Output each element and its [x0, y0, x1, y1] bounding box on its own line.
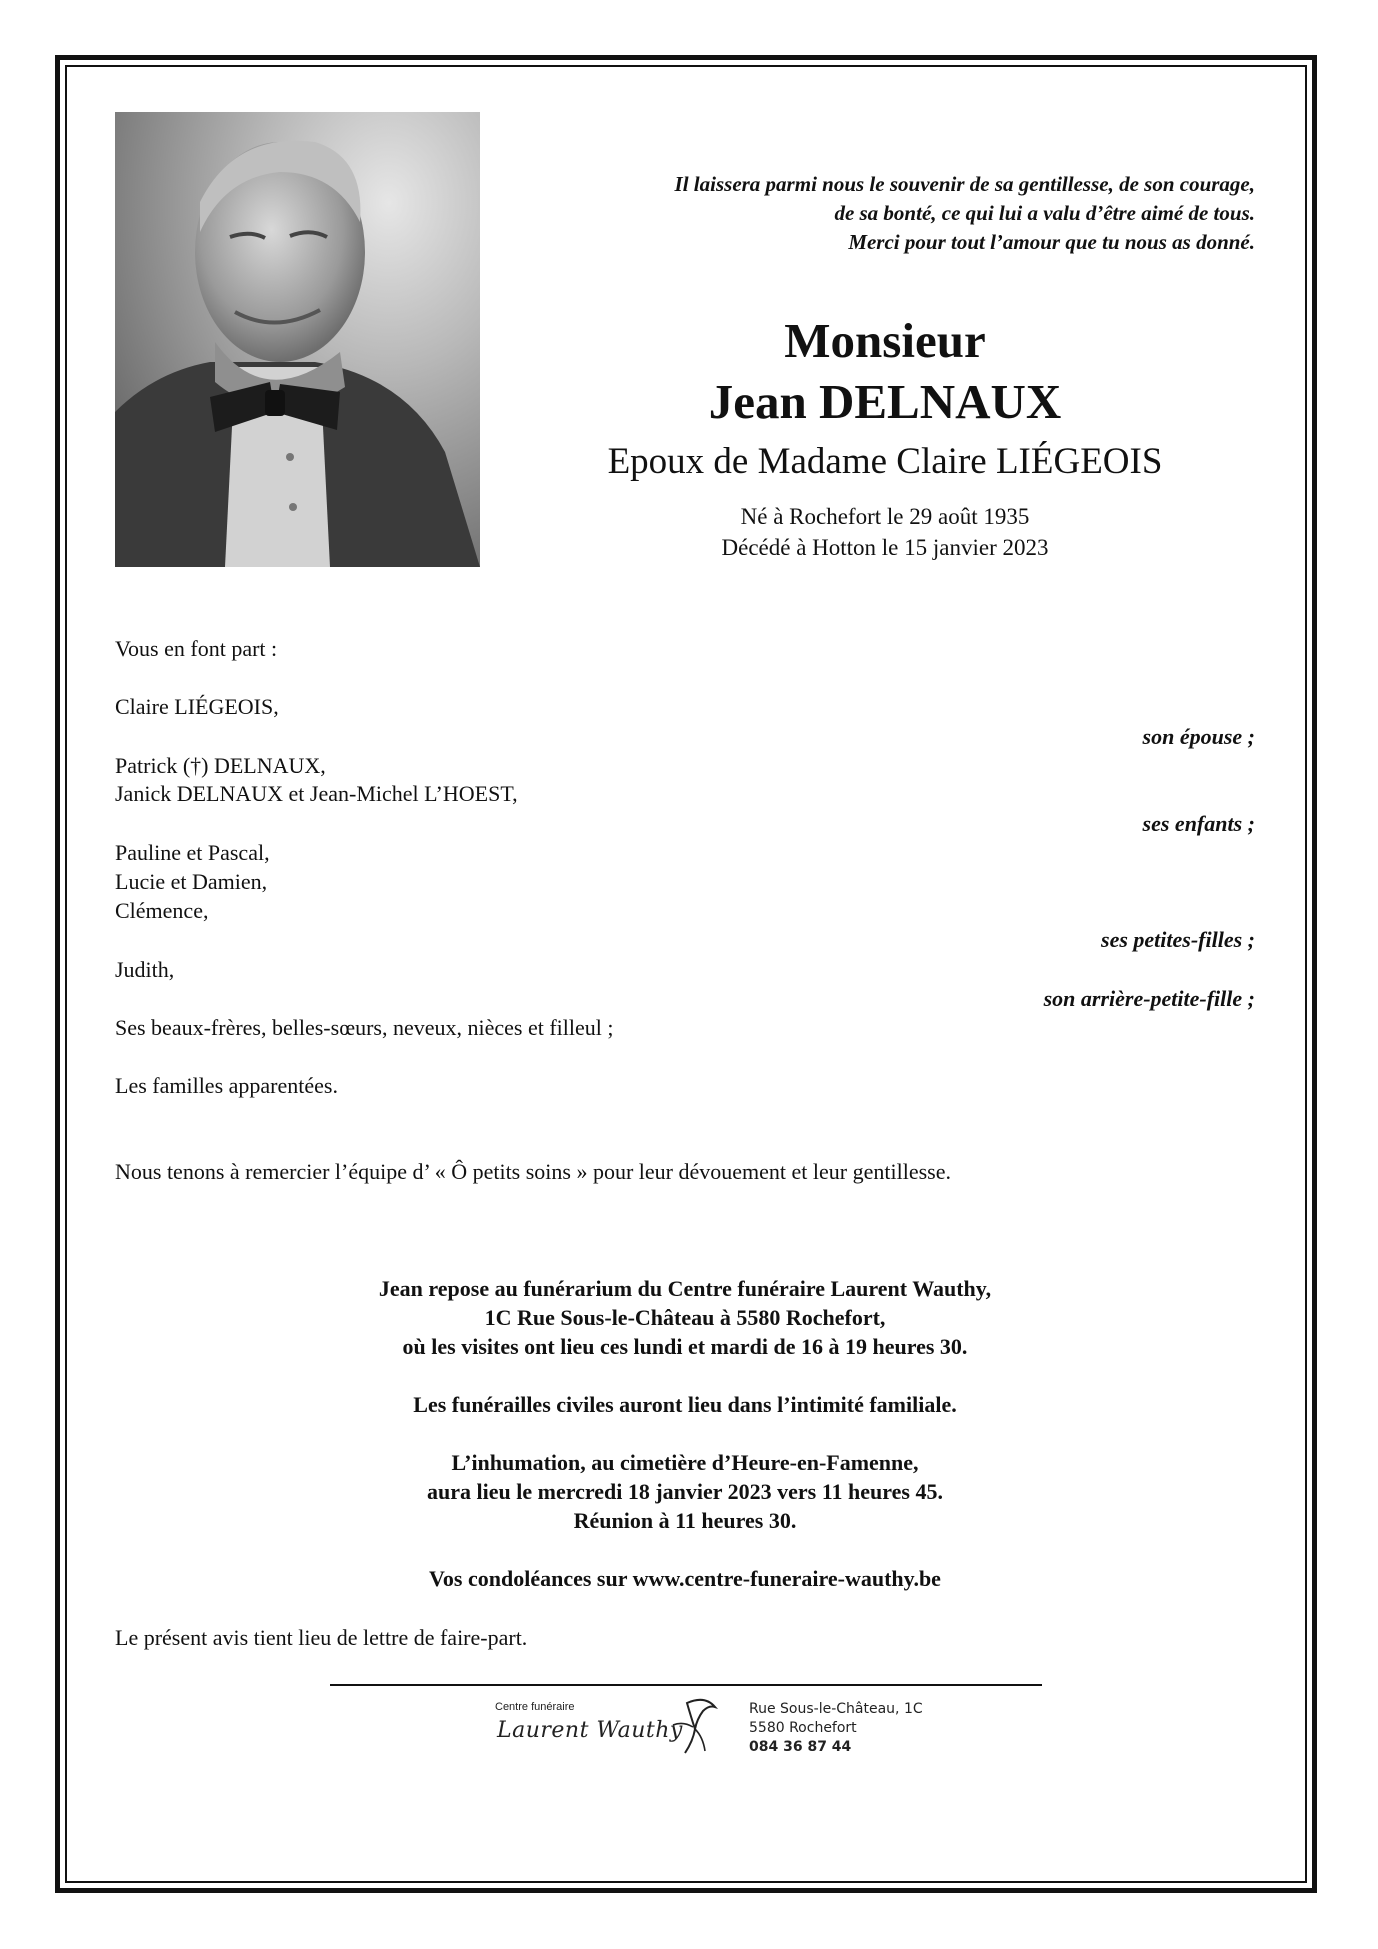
grandchild-line: Pauline et Pascal, [115, 840, 270, 865]
child-line: Patrick (†) DELNAUX, [115, 753, 326, 778]
spouse-line: Epoux de Madame Claire LIÉGEOIS [607, 441, 1163, 482]
relatives-line: Les familles apparentées. [115, 1073, 338, 1098]
birth-line: Né à Rochefort le 29 août 1935 [740, 504, 1030, 529]
burial-line: Réunion à 11 heures 30. [573, 1508, 797, 1533]
portrait-photo [115, 112, 480, 567]
great-grandchild-name: Judith, [115, 957, 175, 982]
condolences-line: Vos condoléances sur www.centre-funeraire-wauthy.be [429, 1566, 941, 1591]
address-phone: 084 36 87 44 [749, 1739, 852, 1755]
death-line: Décédé à Hotton le 15 janvier 2023 [721, 535, 1049, 560]
funeral-line: Les funérailles civiles auront lieu dans l’intimité familiale. [413, 1392, 957, 1417]
great-grandchild-role: son arrière-petite-fille ; [1043, 986, 1255, 1011]
quote-line: Il laissera parmi nous le souvenir de sa gentillesse, de son courage, [674, 172, 1255, 196]
logo-small-text: Centre funéraire [495, 1701, 575, 1713]
lily-icon [665, 1695, 725, 1757]
deceased-name: Jean DELNAUX [708, 374, 1062, 429]
logo-script-text: Laurent Wauthy [497, 1718, 683, 1743]
grandchild-line: Clémence, [115, 898, 209, 923]
funeral-home-address [749, 1700, 923, 1757]
in-laws-line: Ses beaux-frères, belles-sœurs, neveux, nièces et filleul ; [115, 1015, 614, 1040]
quote-line: de sa bonté, ce qui lui a valu d’être aimé de tous. [834, 201, 1255, 225]
funeral-home-logo [495, 1693, 735, 1763]
children-role: ses enfants ; [1142, 811, 1255, 836]
footer-divider [330, 1684, 1042, 1686]
epitaph-quote [495, 170, 1255, 257]
burial-line: aura lieu le mercredi 18 janvier 2023 vers 11 heures 45. [427, 1479, 943, 1504]
rest-line: 1C Rue Sous-le-Château à 5580 Rochefort, [484, 1305, 886, 1330]
grandchildren-role: ses petites-filles ; [1101, 927, 1255, 952]
burial-line: L’inhumation, au cimetière d’Heure-en-Famenne, [451, 1450, 919, 1475]
rest-line: Jean repose au funérarium du Centre funéraire Laurent Wauthy, [378, 1276, 992, 1301]
child-line: Janick DELNAUX et Jean-Michel L’HOEST, [115, 781, 518, 806]
quote-line: Merci pour tout l’amour que tu nous as donné. [848, 230, 1255, 254]
spouse-name: Claire LIÉGEOIS, [115, 694, 279, 719]
thanks-line: Nous tenons à remercier l’équipe d’ « Ô petits soins » pour leur dévouement et leur gentillesse. [115, 1159, 951, 1184]
spouse-role: son épouse ; [1142, 724, 1255, 749]
notice-line: Le présent avis tient lieu de lettre de faire-part. [115, 1625, 528, 1650]
address-city: 5580 Rochefort [749, 1720, 857, 1736]
address-street: Rue Sous-le-Château, 1C [749, 1701, 923, 1717]
family-intro: Vous en font part : [115, 636, 278, 661]
rest-line: où les visites ont lieu ces lundi et mardi de 16 à 19 heures 30. [402, 1334, 968, 1359]
honorific: Monsieur [784, 313, 986, 368]
grandchild-line: Lucie et Damien, [115, 869, 268, 894]
